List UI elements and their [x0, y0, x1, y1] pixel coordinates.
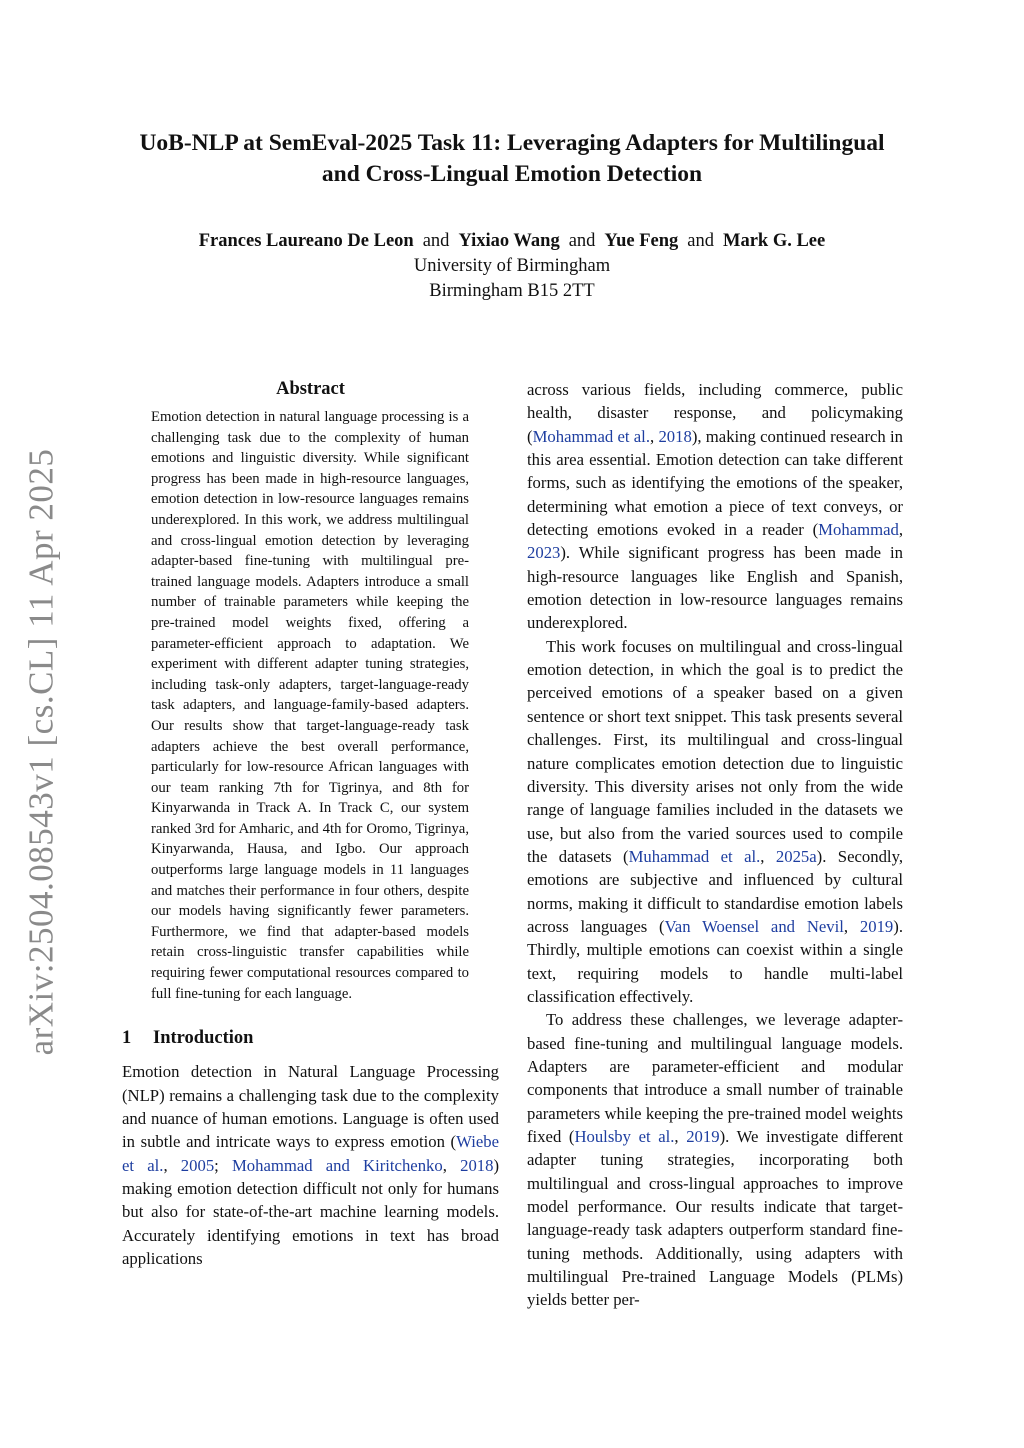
section-number: 1 — [122, 1028, 132, 1049]
abstract-text: Emotion detection in natural language processing is a challenging task due to the complexity of human emotions and linguistic diversity. While significant progress has been made in high-resource languages, emotion detection in low-resource languages remains underexplored. In this work, we address multilingual and cross-lingual emotion detection by leveraging adapter-based fine-tuning with multilingual pre-trained language models. Adapters introduce a small number of trainable parameters while keeping the pre-trained model weights fixed, offering a parameter-efficient approach to adaptation. We experiment with different adapter tuning strategies, including task-only adapters, target-language-ready task adapters, and language-family-based adapters. Our results show that target-language-ready task adapters achieve the best overall performance, particularly for low-resource African languages with our team ranking 7th for Tigrinya, and 8th for Kinyarwanda in Track A. In Track C, our system ranked 3rd for Amharic, and 4th for Oromo, Tigrinya, Kinyarwanda, Hausa, and Igbo. Our approach outperforms large language models in 11 languages and matches their performance in four others, despite our models having significantly fewer parameters. Furthermore, we find that adapter-based models retain cross-linguistic transfer capabilities while requiring fewer computational resources compared to full fine-tuning for each language. — [151, 409, 469, 1002]
citation-separator: ; — [214, 1155, 232, 1175]
citation-separator: , — [898, 520, 903, 540]
arxiv-identifier-stamp — [10, 448, 72, 1056]
citation-separator: , — [760, 846, 776, 866]
paper-title — [100, 128, 924, 190]
author-names — [100, 229, 924, 254]
citation-link[interactable]: Wiebe et al. — [122, 1132, 499, 1175]
paragraph-text: ). We investigate different adapter tuning strategies, incorporating both multilingual and cross-lingual approaches to improve model performance. Our results indicate that target-language-ready task adapters outperform standard fine-tuning methods. Additionally, using adapters with multilingual Pre-trained Language Models (PLMs) yields better per- — [527, 1127, 903, 1310]
citation-separator: , — [843, 916, 860, 936]
arxiv-identifier-text: arXiv:2504.08543v1 [cs.CL] 11 Apr 2025 — [21, 448, 60, 1056]
title-line-1: UoB-NLP at SemEval-2025 Task 11: Leveraging Adapters for Multilingual — [139, 130, 885, 156]
paragraph-text: Emotion detection in Natural Language Processing (NLP) remains a challenging task due to the complexity and nuance of human emotions. Language is often used in subtle and intricate ways to express emotion ( — [122, 1062, 499, 1152]
author-3: Yue Feng — [604, 231, 679, 251]
author-block — [100, 229, 924, 304]
citation-separator: , — [674, 1127, 687, 1146]
title-line-2: and Cross-Lingual Emotion Detection — [321, 161, 703, 187]
author-4: Mark G. Lee — [722, 231, 826, 251]
intro-paragraph-2 — [527, 635, 903, 1009]
paragraph-text: ). While significant progress has been made in high-resource languages like English and Spanish, emotion detection in low-resource languages remains underexplored. — [527, 543, 903, 633]
author-2: Yixiao Wang — [458, 231, 560, 251]
citation-link[interactable]: 2025a — [775, 846, 817, 866]
citation-link[interactable]: Mohammad et al. — [532, 426, 650, 446]
citation-separator: , — [442, 1155, 461, 1175]
paragraph-text: ) making emotion detection difficult not only for humans but also for state-of-the-art machine learning models. Accurately identifying emotions in text has broad applications — [122, 1155, 500, 1268]
intro-paragraph-3 — [527, 1008, 903, 1311]
section-heading-introduction — [122, 1026, 499, 1050]
citation-separator: , — [650, 426, 659, 446]
citation-link[interactable]: 2019 — [859, 916, 894, 936]
citation-link[interactable]: Houlsby et al. — [574, 1127, 675, 1146]
abstract-heading: Abstract — [276, 379, 345, 399]
paragraph-text: across various fields, including commerce, public health, disaster response, and policymaking ( — [527, 380, 903, 446]
left-column — [122, 377, 499, 1270]
affiliation-address: Birmingham B15 2TT — [429, 281, 595, 301]
author-separator: and — [422, 231, 450, 251]
right-column — [527, 378, 903, 1312]
citation-link[interactable]: Mohammad and Kiritchenko — [231, 1155, 443, 1175]
citation-link[interactable]: 2005 — [180, 1155, 215, 1175]
paragraph-text: This work focuses on multilingual and cross-lingual emotion detection, in which the goal is to predict the perceived emotions of a speaker based on a given sentence or short text snippet. This task presents several challenges. First, its multilingual and cross-lingual nature complicates emotion detection due to linguistic diversity. This diversity arises not only from the wide range of language families included in the datasets we use, but also from the varied sources used to compile the datasets ( — [527, 636, 903, 866]
citation-link[interactable]: 2018 — [658, 426, 692, 446]
paragraph-text: ). Thirdly, multiple emotions can coexist within a single text, requiring models to handle multi-label classification effectively. — [527, 916, 903, 1006]
affiliation-university: University of Birmingham — [413, 256, 611, 276]
paragraph-text: ), making continued research in this area essential. Emotion detection can take different forms, such as identifying the emotions of the speaker, determining what emotion a piece of text conveys, or detecting emotions evoked in a reader ( — [527, 426, 904, 540]
citation-link[interactable]: 2018 — [460, 1155, 494, 1175]
author-separator: and — [687, 231, 714, 251]
author-separator: and — [568, 231, 596, 251]
paragraph-text: To address these challenges, we leverage adapter-based fine-tuning and multilingual language models. Adapters are parameter-efficient and modular components that introduce a small number of trainable parameters while keeping the pre-trained model weights fixed ( — [527, 1010, 903, 1146]
intro-paragraph-1 — [122, 1060, 499, 1270]
intro-paragraph-continued — [527, 378, 903, 635]
citation-link[interactable]: 2023 — [527, 543, 561, 563]
citation-link[interactable]: 2019 — [686, 1127, 720, 1146]
citation-link[interactable]: Muhammad et al. — [628, 846, 761, 866]
citation-link[interactable]: Mohammad — [818, 520, 899, 540]
citation-link[interactable]: Van Woensel and Nevil — [664, 916, 844, 936]
paragraph-text: ). Secondly, emotions are subjective and influenced by cultural norms, making it difficult to standardise emotion labels across languages ( — [527, 846, 903, 936]
citation-separator: , — [163, 1155, 181, 1175]
author-1: Frances Laureano De Leon — [198, 231, 414, 251]
section-title: Introduction — [153, 1028, 254, 1049]
